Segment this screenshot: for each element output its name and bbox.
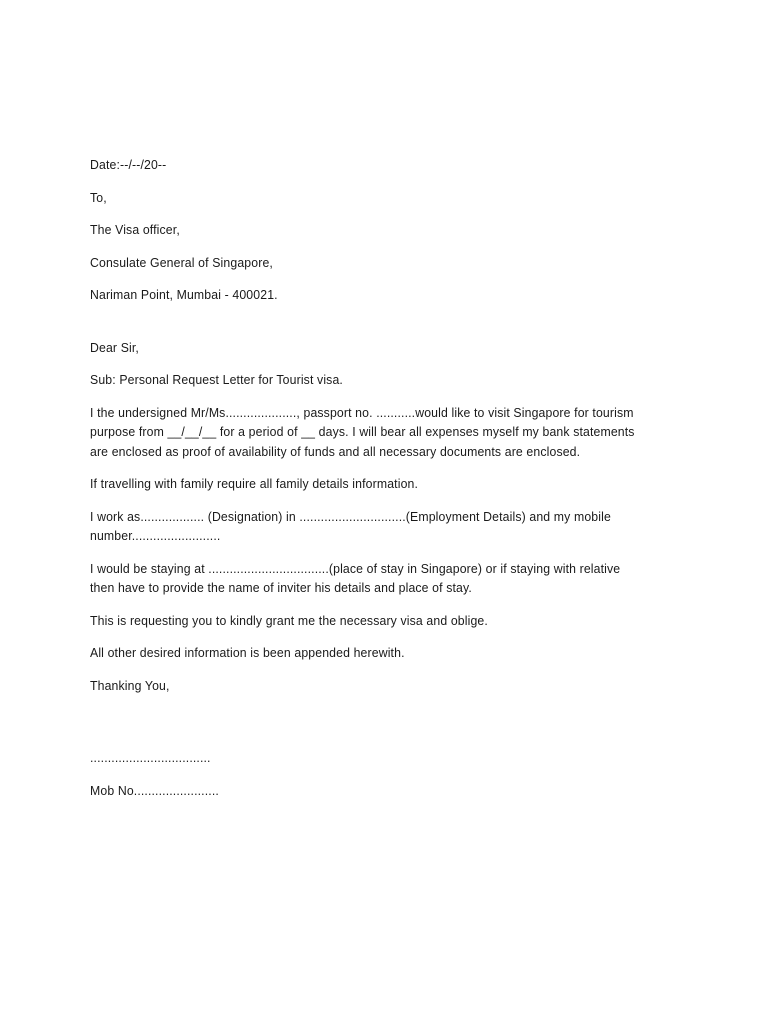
subject-line: Sub: Personal Request Letter for Tourist visa. <box>90 372 343 387</box>
date-line: Date:--/--/20-- <box>90 157 167 172</box>
to-line: To, <box>90 189 107 205</box>
paragraph-request: This is requesting you to kindly grant me the necessary visa and oblige. <box>90 612 488 628</box>
paragraph-family-details: If travelling with family require all family details information. <box>90 476 419 491</box>
paragraph-appended-info: All other desired information is been appended herewith. <box>90 645 405 660</box>
addressee-line: The Visa officer, <box>90 222 180 237</box>
address-line: Nariman Point, Mumbai - 400021. <box>90 287 278 302</box>
signature-line: .................................. <box>90 750 211 765</box>
paragraph-applicant-details: I the undersigned Mr/Ms...................., passport no. ...........would like to visit Singapore for tourism purpose from __/__/__ for a period of __ days. I will bear all expenses myself my bank statements are enclosed as proof of availability of funds and all necessary documents are enclosed. <box>90 404 639 459</box>
consulate-line: Consulate General of Singapore, <box>90 254 273 270</box>
closing-line: Thanking You, <box>90 677 170 693</box>
salutation: Dear Sir, <box>90 339 139 355</box>
visa-request-letter <box>90 155 648 800</box>
paragraph-employment: I work as.................. (Designation) in ..............................(Employment Details) and my mobile number......................... <box>90 508 615 543</box>
paragraph-stay: I would be staying at ..................................(place of stay in Singapore) or if staying with relative then have to provide the name of inviter his details and place of stay. <box>90 560 624 595</box>
mobile-number-line: Mob No........................ <box>90 782 219 798</box>
